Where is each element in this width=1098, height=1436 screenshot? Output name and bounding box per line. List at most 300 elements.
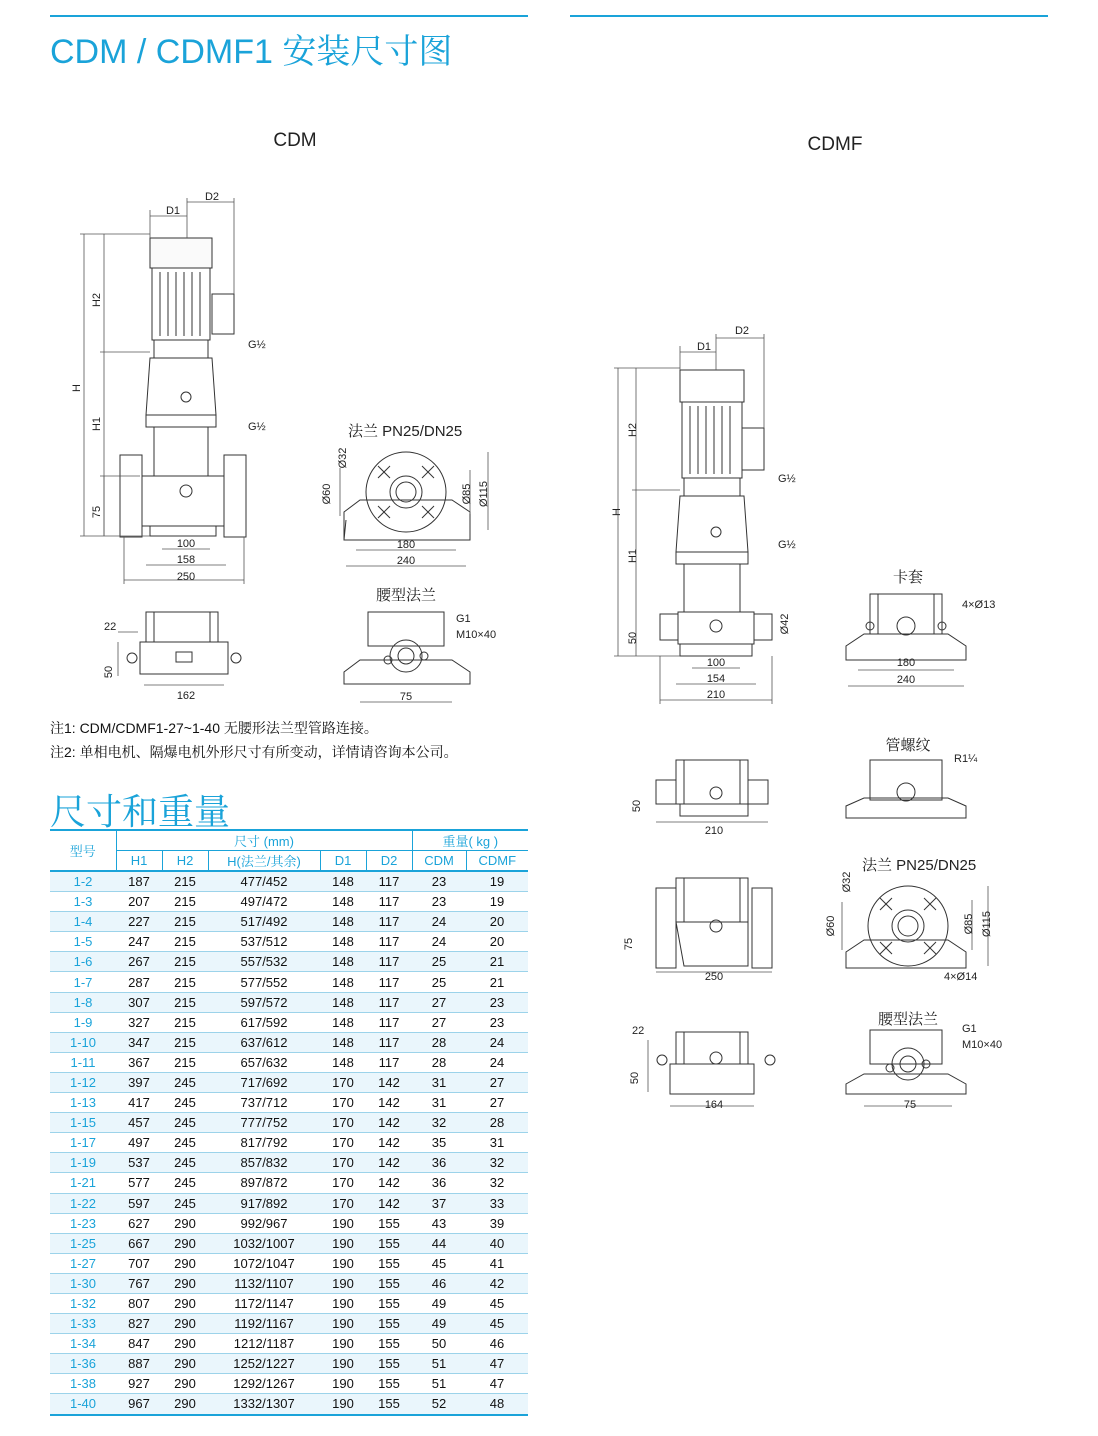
table-cell: 28 bbox=[466, 1113, 528, 1133]
table-cell: 23 bbox=[466, 992, 528, 1012]
table-cell: 117 bbox=[366, 892, 412, 912]
table-cell: 148 bbox=[320, 952, 366, 972]
svg-text:Ø32: Ø32 bbox=[337, 447, 349, 469]
table-cell: 42 bbox=[466, 1273, 528, 1293]
table-cell: 657/632 bbox=[208, 1052, 320, 1072]
table-cell: 45 bbox=[412, 1253, 466, 1273]
table-cell: 215 bbox=[162, 932, 208, 952]
table-cell: 40 bbox=[466, 1233, 528, 1253]
col-cdmf: CDMF bbox=[466, 851, 528, 872]
svg-text:50: 50 bbox=[627, 631, 639, 645]
col-h: H(法兰/其余) bbox=[208, 851, 320, 872]
table-cell: 290 bbox=[162, 1213, 208, 1233]
table-cell: 927 bbox=[116, 1374, 162, 1394]
cdmf-clamp-view bbox=[846, 594, 966, 686]
svg-text:162: 162 bbox=[176, 690, 196, 702]
table-cell: 215 bbox=[162, 1012, 208, 1032]
table-cell: 155 bbox=[366, 1233, 412, 1253]
table-cell: 52 bbox=[412, 1394, 466, 1415]
cdmf-pipe-thread-side bbox=[656, 760, 768, 822]
table-cell: 24 bbox=[412, 932, 466, 952]
table-cell: 1332/1307 bbox=[208, 1394, 320, 1415]
table-cell: 23 bbox=[466, 1012, 528, 1032]
svg-text:D1: D1 bbox=[165, 205, 181, 217]
table-cell: 28 bbox=[412, 1052, 466, 1072]
table-row bbox=[50, 1394, 528, 1415]
table-cell: 897/872 bbox=[208, 1173, 320, 1193]
table-cell: 50 bbox=[412, 1334, 466, 1354]
table-cell: 117 bbox=[366, 992, 412, 1012]
model-cell: 1-40 bbox=[50, 1394, 116, 1415]
table-cell: 827 bbox=[116, 1314, 162, 1334]
notes bbox=[50, 716, 458, 764]
table-cell: 51 bbox=[412, 1354, 466, 1374]
table-cell: 215 bbox=[162, 892, 208, 912]
table-cell: 215 bbox=[162, 871, 208, 892]
table-cell: 807 bbox=[116, 1293, 162, 1313]
header-weight: 重量( kg ) bbox=[412, 830, 528, 851]
cdmf-waist-top bbox=[846, 1030, 966, 1106]
model-cell: 1-17 bbox=[50, 1133, 116, 1153]
svg-text:210: 210 bbox=[704, 825, 724, 837]
model-cell: 1-30 bbox=[50, 1273, 116, 1293]
table-cell: 142 bbox=[366, 1113, 412, 1133]
pipe-thread-title: 管螺纹 bbox=[885, 737, 931, 754]
cdmf-flange-side bbox=[656, 878, 772, 972]
table-cell: 48 bbox=[466, 1394, 528, 1415]
table-cell: 27 bbox=[466, 1072, 528, 1092]
table-cell: 32 bbox=[466, 1153, 528, 1173]
svg-text:H: H bbox=[611, 508, 623, 516]
table-cell: 155 bbox=[366, 1354, 412, 1374]
table-cell: 31 bbox=[412, 1072, 466, 1092]
table-cell: 290 bbox=[162, 1334, 208, 1354]
table-cell: 190 bbox=[320, 1314, 366, 1334]
svg-text:H1: H1 bbox=[627, 548, 639, 564]
table-cell: 517/492 bbox=[208, 912, 320, 932]
table-cell: 247 bbox=[116, 932, 162, 952]
table-cell: 667 bbox=[116, 1233, 162, 1253]
table-cell: 597 bbox=[116, 1193, 162, 1213]
table-cell: 35 bbox=[412, 1133, 466, 1153]
svg-text:240: 240 bbox=[896, 674, 916, 686]
table-cell: 170 bbox=[320, 1072, 366, 1092]
svg-text:Ø85: Ø85 bbox=[963, 913, 975, 935]
table-cell: 215 bbox=[162, 972, 208, 992]
table-cell: 32 bbox=[412, 1113, 466, 1133]
svg-text:22: 22 bbox=[632, 1025, 645, 1037]
table-cell: 577 bbox=[116, 1173, 162, 1193]
table-cell: 537/512 bbox=[208, 932, 320, 952]
table-row bbox=[50, 1314, 528, 1334]
table-cell: 142 bbox=[366, 1072, 412, 1092]
table-cell: 627 bbox=[116, 1213, 162, 1233]
svg-text:75: 75 bbox=[399, 691, 413, 703]
model-cell: 1-5 bbox=[50, 932, 116, 952]
model-cell: 1-23 bbox=[50, 1213, 116, 1233]
model-cell: 1-8 bbox=[50, 992, 116, 1012]
svg-text:D2: D2 bbox=[204, 191, 220, 203]
table-cell: 215 bbox=[162, 1052, 208, 1072]
table-cell: 39 bbox=[466, 1213, 528, 1233]
table-cell: 967 bbox=[116, 1394, 162, 1415]
table-cell: 367 bbox=[116, 1052, 162, 1072]
model-cell: 1-2 bbox=[50, 871, 116, 892]
col-d2: D2 bbox=[366, 851, 412, 872]
clamp-title: 卡套 bbox=[892, 569, 924, 586]
table-cell: 187 bbox=[116, 871, 162, 892]
table-row bbox=[50, 1213, 528, 1233]
table-cell: 347 bbox=[116, 1032, 162, 1052]
table-cell: 155 bbox=[366, 1213, 412, 1233]
table-cell: 117 bbox=[366, 871, 412, 892]
cdm-flange-title: 法兰 PN25/DN25 bbox=[348, 423, 463, 440]
table-cell: 215 bbox=[162, 992, 208, 1012]
table-cell: 215 bbox=[162, 952, 208, 972]
table-cell: 27 bbox=[466, 1093, 528, 1113]
svg-text:Ø85: Ø85 bbox=[461, 483, 473, 505]
table-cell: 170 bbox=[320, 1173, 366, 1193]
table-cell: 117 bbox=[366, 1012, 412, 1032]
table-row bbox=[50, 992, 528, 1012]
spec-table-body bbox=[50, 871, 528, 1415]
table-cell: 777/752 bbox=[208, 1113, 320, 1133]
svg-text:M10×40: M10×40 bbox=[456, 629, 497, 641]
table-cell: 1072/1047 bbox=[208, 1253, 320, 1273]
table-cell: 190 bbox=[320, 1273, 366, 1293]
svg-text:H2: H2 bbox=[91, 292, 103, 308]
svg-text:50: 50 bbox=[103, 665, 115, 679]
model-cell: 1-38 bbox=[50, 1374, 116, 1394]
col-d1: D1 bbox=[320, 851, 366, 872]
table-cell: 245 bbox=[162, 1193, 208, 1213]
table-cell: 148 bbox=[320, 871, 366, 892]
table-cell: 148 bbox=[320, 972, 366, 992]
table-cell: 25 bbox=[412, 972, 466, 992]
table-cell: 148 bbox=[320, 1052, 366, 1072]
svg-text:75: 75 bbox=[903, 1099, 917, 1111]
svg-text:240: 240 bbox=[396, 555, 416, 567]
table-cell: 290 bbox=[162, 1374, 208, 1394]
model-cell: 1-6 bbox=[50, 952, 116, 972]
table-cell: 817/792 bbox=[208, 1133, 320, 1153]
table-cell: 227 bbox=[116, 912, 162, 932]
table-row bbox=[50, 1032, 528, 1052]
table-row bbox=[50, 1133, 528, 1153]
table-cell: 148 bbox=[320, 932, 366, 952]
table-cell: 992/967 bbox=[208, 1213, 320, 1233]
table-cell: 148 bbox=[320, 1012, 366, 1032]
table-row bbox=[50, 1374, 528, 1394]
table-cell: 1132/1107 bbox=[208, 1273, 320, 1293]
cdmf-pump-drawing bbox=[660, 370, 772, 656]
table-cell: 190 bbox=[320, 1354, 366, 1374]
table-cell: 190 bbox=[320, 1293, 366, 1313]
cdm-waist-flange-view bbox=[344, 612, 470, 702]
svg-text:G½: G½ bbox=[778, 473, 796, 485]
table-cell: 497 bbox=[116, 1133, 162, 1153]
table-cell: 24 bbox=[466, 1032, 528, 1052]
table-cell: 245 bbox=[162, 1093, 208, 1113]
svg-text:Ø115: Ø115 bbox=[478, 480, 490, 508]
section-title: 尺寸和重量 bbox=[50, 791, 231, 832]
table-cell: 142 bbox=[366, 1153, 412, 1173]
table-row bbox=[50, 1354, 528, 1374]
table-cell: 148 bbox=[320, 912, 366, 932]
table-row bbox=[50, 1093, 528, 1113]
model-cell: 1-36 bbox=[50, 1354, 116, 1374]
note-2: 注2: 单相电机、隔爆电机外形尺寸有所变动，详情请咨询本公司。 bbox=[50, 744, 458, 760]
model-cell: 1-7 bbox=[50, 972, 116, 992]
table-cell: 41 bbox=[466, 1253, 528, 1273]
table-cell: 207 bbox=[116, 892, 162, 912]
table-cell: 287 bbox=[116, 972, 162, 992]
table-cell: 170 bbox=[320, 1153, 366, 1173]
table-cell: 25 bbox=[412, 952, 466, 972]
table-cell: 148 bbox=[320, 892, 366, 912]
table-cell: 1192/1167 bbox=[208, 1314, 320, 1334]
table-cell: 397 bbox=[116, 1072, 162, 1092]
table-cell: 290 bbox=[162, 1253, 208, 1273]
table-cell: 23 bbox=[412, 871, 466, 892]
model-cell: 1-33 bbox=[50, 1314, 116, 1334]
cdmf-waist-title: 腰型法兰 bbox=[877, 1011, 939, 1028]
svg-text:G½: G½ bbox=[778, 539, 796, 551]
model-cell: 1-19 bbox=[50, 1153, 116, 1173]
table-cell: 307 bbox=[116, 992, 162, 1012]
table-cell: 51 bbox=[412, 1374, 466, 1394]
table-cell: 117 bbox=[366, 912, 412, 932]
table-cell: 417 bbox=[116, 1093, 162, 1113]
svg-text:180: 180 bbox=[896, 657, 916, 669]
table-cell: 267 bbox=[116, 952, 162, 972]
table-cell: 457 bbox=[116, 1113, 162, 1133]
table-cell: 190 bbox=[320, 1253, 366, 1273]
svg-text:100: 100 bbox=[176, 538, 196, 550]
table-row bbox=[50, 1052, 528, 1072]
svg-text:158: 158 bbox=[176, 554, 196, 566]
svg-text:210: 210 bbox=[706, 689, 726, 701]
model-cell: 1-34 bbox=[50, 1334, 116, 1354]
table-cell: 21 bbox=[466, 952, 528, 972]
table-cell: 847 bbox=[116, 1334, 162, 1354]
table-cell: 24 bbox=[412, 912, 466, 932]
table-cell: 497/472 bbox=[208, 892, 320, 912]
table-cell: 43 bbox=[412, 1213, 466, 1233]
svg-text:G½: G½ bbox=[248, 421, 266, 433]
svg-text:R1¼: R1¼ bbox=[954, 753, 978, 765]
table-cell: 142 bbox=[366, 1093, 412, 1113]
header-dims: 尺寸 (mm) bbox=[116, 830, 412, 851]
table-cell: 148 bbox=[320, 1032, 366, 1052]
table-row bbox=[50, 1072, 528, 1092]
svg-text:D1: D1 bbox=[696, 341, 712, 353]
table-cell: 637/612 bbox=[208, 1032, 320, 1052]
table-row bbox=[50, 1012, 528, 1032]
table-cell: 20 bbox=[466, 912, 528, 932]
model-cell: 1-11 bbox=[50, 1052, 116, 1072]
table-cell: 49 bbox=[412, 1293, 466, 1313]
table-cell: 170 bbox=[320, 1133, 366, 1153]
table-cell: 1212/1187 bbox=[208, 1334, 320, 1354]
model-cell: 1-21 bbox=[50, 1173, 116, 1193]
col-h2: H2 bbox=[162, 851, 208, 872]
model-cell: 1-4 bbox=[50, 912, 116, 932]
svg-text:H: H bbox=[71, 384, 83, 392]
table-cell: 142 bbox=[366, 1173, 412, 1193]
svg-text:Ø115: Ø115 bbox=[981, 910, 993, 938]
svg-text:Ø60: Ø60 bbox=[321, 483, 333, 505]
table-row bbox=[50, 1233, 528, 1253]
table-row bbox=[50, 1173, 528, 1193]
table-row bbox=[50, 932, 528, 952]
table-cell: 170 bbox=[320, 1193, 366, 1213]
svg-text:154: 154 bbox=[706, 673, 726, 685]
table-cell: 27 bbox=[412, 1012, 466, 1032]
table-row bbox=[50, 1153, 528, 1173]
table-cell: 23 bbox=[412, 892, 466, 912]
svg-text:G1: G1 bbox=[456, 613, 471, 625]
svg-text:100: 100 bbox=[706, 657, 726, 669]
table-cell: 117 bbox=[366, 952, 412, 972]
table-row bbox=[50, 912, 528, 932]
table-cell: 36 bbox=[412, 1173, 466, 1193]
table-cell: 47 bbox=[466, 1354, 528, 1374]
svg-text:4×Ø14: 4×Ø14 bbox=[944, 971, 978, 983]
model-cell: 1-10 bbox=[50, 1032, 116, 1052]
table-cell: 557/532 bbox=[208, 952, 320, 972]
table-cell: 767 bbox=[116, 1273, 162, 1293]
cdm-waist-title: 腰型法兰 bbox=[375, 587, 437, 604]
svg-text:4×Ø13: 4×Ø13 bbox=[962, 599, 996, 611]
table-cell: 28 bbox=[412, 1032, 466, 1052]
table-row bbox=[50, 892, 528, 912]
model-cell: 1-25 bbox=[50, 1233, 116, 1253]
table-cell: 49 bbox=[412, 1314, 466, 1334]
model-cell: 1-22 bbox=[50, 1193, 116, 1213]
table-cell: 290 bbox=[162, 1354, 208, 1374]
table-cell: 290 bbox=[162, 1293, 208, 1313]
table-cell: 215 bbox=[162, 1032, 208, 1052]
svg-text:164: 164 bbox=[704, 1099, 724, 1111]
table-cell: 20 bbox=[466, 932, 528, 952]
table-cell: 32 bbox=[466, 1173, 528, 1193]
table-row bbox=[50, 1293, 528, 1313]
svg-text:50: 50 bbox=[631, 799, 643, 813]
table-cell: 46 bbox=[466, 1334, 528, 1354]
table-row bbox=[50, 1273, 528, 1293]
table-cell: 142 bbox=[366, 1193, 412, 1213]
svg-text:H1: H1 bbox=[91, 416, 103, 432]
table-cell: 190 bbox=[320, 1233, 366, 1253]
model-cell: 1-3 bbox=[50, 892, 116, 912]
table-cell: 597/572 bbox=[208, 992, 320, 1012]
table-cell: 19 bbox=[466, 871, 528, 892]
cdmf-pipe-thread-top bbox=[846, 760, 966, 818]
svg-text:75: 75 bbox=[623, 937, 635, 951]
table-cell: 887 bbox=[116, 1354, 162, 1374]
table-cell: 1032/1007 bbox=[208, 1233, 320, 1253]
svg-text:H2: H2 bbox=[627, 422, 639, 438]
svg-text:50: 50 bbox=[629, 1071, 641, 1085]
table-cell: 45 bbox=[466, 1314, 528, 1334]
table-cell: 45 bbox=[466, 1293, 528, 1313]
table-cell: 617/592 bbox=[208, 1012, 320, 1032]
svg-text:180: 180 bbox=[396, 539, 416, 551]
model-cell: 1-15 bbox=[50, 1113, 116, 1133]
table-row bbox=[50, 871, 528, 892]
table-cell: 155 bbox=[366, 1253, 412, 1273]
table-cell: 31 bbox=[412, 1093, 466, 1113]
svg-text:G1: G1 bbox=[962, 1023, 977, 1035]
table-cell: 190 bbox=[320, 1374, 366, 1394]
table-cell: 142 bbox=[366, 1133, 412, 1153]
table-row bbox=[50, 1334, 528, 1354]
cdmf-drawing-label: CDMF bbox=[807, 134, 863, 155]
table-row bbox=[50, 972, 528, 992]
table-cell: 190 bbox=[320, 1213, 366, 1233]
table-cell: 245 bbox=[162, 1072, 208, 1092]
table-cell: 577/552 bbox=[208, 972, 320, 992]
table-cell: 155 bbox=[366, 1374, 412, 1394]
svg-text:75: 75 bbox=[91, 505, 103, 519]
spec-table bbox=[50, 829, 528, 1416]
table-cell: 21 bbox=[466, 972, 528, 992]
table-cell: 327 bbox=[116, 1012, 162, 1032]
model-cell: 1-13 bbox=[50, 1093, 116, 1113]
table-cell: 917/892 bbox=[208, 1193, 320, 1213]
table-cell: 857/832 bbox=[208, 1153, 320, 1173]
header-model: 型号 bbox=[50, 830, 116, 871]
svg-text:Ø42: Ø42 bbox=[779, 613, 791, 635]
table-cell: 290 bbox=[162, 1314, 208, 1334]
table-cell: 155 bbox=[366, 1273, 412, 1293]
table-cell: 36 bbox=[412, 1153, 466, 1173]
cdm-pump-drawing bbox=[120, 238, 246, 537]
table-cell: 47 bbox=[466, 1374, 528, 1394]
table-cell: 215 bbox=[162, 912, 208, 932]
table-cell: 31 bbox=[466, 1133, 528, 1153]
table-cell: 148 bbox=[320, 992, 366, 1012]
table-cell: 117 bbox=[366, 1052, 412, 1072]
svg-text:250: 250 bbox=[176, 571, 196, 583]
table-cell: 24 bbox=[466, 1052, 528, 1072]
table-cell: 537 bbox=[116, 1153, 162, 1173]
table-cell: 245 bbox=[162, 1153, 208, 1173]
cdmf-waist-side bbox=[648, 1032, 775, 1106]
svg-text:250: 250 bbox=[704, 971, 724, 983]
table-cell: 1292/1267 bbox=[208, 1374, 320, 1394]
svg-text:D2: D2 bbox=[734, 325, 750, 337]
svg-text:Ø32: Ø32 bbox=[841, 871, 853, 893]
cdm-drawing-label: CDM bbox=[273, 130, 317, 151]
model-cell: 1-27 bbox=[50, 1253, 116, 1273]
col-h1: H1 bbox=[116, 851, 162, 872]
table-cell: 290 bbox=[162, 1233, 208, 1253]
model-cell: 1-32 bbox=[50, 1293, 116, 1313]
table-cell: 1252/1227 bbox=[208, 1354, 320, 1374]
table-row bbox=[50, 1253, 528, 1273]
table-cell: 245 bbox=[162, 1133, 208, 1153]
table-cell: 245 bbox=[162, 1113, 208, 1133]
table-cell: 290 bbox=[162, 1394, 208, 1415]
table-cell: 37 bbox=[412, 1193, 466, 1213]
table-cell: 477/452 bbox=[208, 871, 320, 892]
table-cell: 155 bbox=[366, 1394, 412, 1415]
table-cell: 155 bbox=[366, 1314, 412, 1334]
table-cell: 155 bbox=[366, 1334, 412, 1354]
table-row bbox=[50, 1113, 528, 1133]
